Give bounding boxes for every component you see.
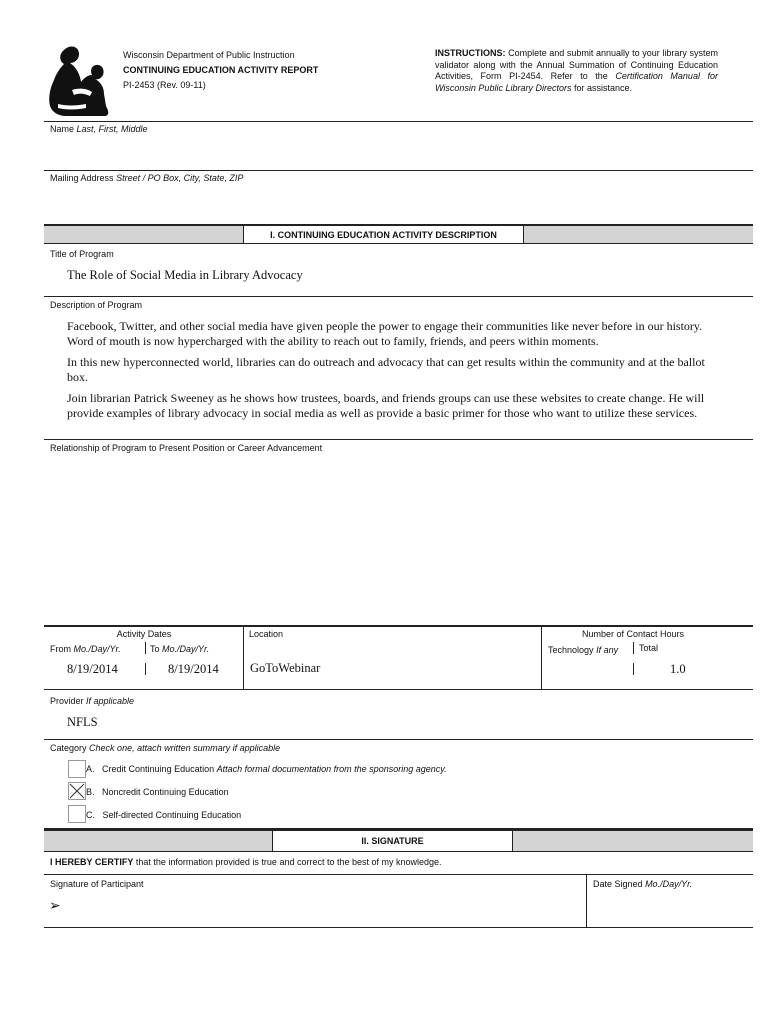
- contact-hours-label: Number of Contact Hours: [581, 629, 685, 639]
- category-a-option: A. Credit Continuing Education Attach formal documentation from the sponsoring agency.: [86, 764, 447, 774]
- category-label: Category Check one, attach written summary if applicable: [50, 743, 281, 753]
- instructions-text-end: for assistance.: [571, 82, 632, 93]
- category-c-option: C. Self-directed Continuing Education: [86, 810, 242, 820]
- location-value[interactable]: GoToWebinar: [250, 661, 321, 675]
- description-label: Description of Program: [50, 300, 143, 310]
- total-hours-value[interactable]: 1.0: [670, 662, 686, 676]
- signature-divider: [586, 875, 587, 927]
- to-label: To Mo./Day/Yr.: [150, 644, 210, 654]
- address-input[interactable]: [44, 186, 753, 220]
- form-number: PI-2453 (Rev. 09-11): [123, 80, 206, 90]
- to-date-value[interactable]: 8/19/2014: [168, 662, 219, 676]
- description-paragraph-3: Join librarian Patrick Sweeney as he shows how trustees, boards, and friends groups can use these websites to create change. He will provide examples of library advocacy in social media as well as provide a basic primer for those who want to utilize these services.: [67, 391, 705, 420]
- signature-bottom-rule: [44, 927, 753, 928]
- agency-name: Wisconsin Department of Public Instruction: [123, 50, 295, 60]
- dates-separator-tick: [145, 642, 146, 654]
- name-top-rule: [44, 121, 753, 122]
- program-title-value[interactable]: The Role of Social Media in Library Advocacy: [67, 268, 303, 282]
- address-label: Mailing Address Street / PO Box, City, State, ZIP: [50, 173, 244, 183]
- instructions-manual: Certification Manual for Wisconsin Public Library Directors: [435, 71, 718, 93]
- category-b-checkbox[interactable]: [68, 782, 86, 800]
- category-a-checkbox[interactable]: [68, 760, 86, 778]
- from-label: From Mo./Day/Yr.: [50, 644, 121, 654]
- category-c-checkbox[interactable]: [68, 805, 86, 823]
- activity-top-rule: [44, 625, 753, 627]
- instructions-label: INSTRUCTIONS:: [435, 48, 506, 58]
- section2-title: II. SIGNATURE: [272, 831, 513, 851]
- relationship-input[interactable]: [44, 456, 753, 622]
- dpi-logo: [46, 44, 112, 118]
- signature-top-rule: [44, 874, 753, 875]
- instructions: [435, 48, 718, 94]
- technology-label: Technology If any: [548, 645, 619, 655]
- instructions-text: Complete and submit annually to your library system validator along with the Annual Summation of Continuing Education Activities, Form PI-2454. Refer to the: [435, 48, 718, 81]
- description-value[interactable]: [67, 319, 719, 420]
- activity-dates-label: Activity Dates: [116, 629, 172, 639]
- form-title: CONTINUING EDUCATION ACTIVITY REPORT: [123, 65, 319, 75]
- checked-x-icon: [69, 783, 85, 799]
- address-top-rule: [44, 170, 753, 171]
- program-title-label: Title of Program: [50, 249, 114, 259]
- description-top-rule: [44, 296, 753, 297]
- certify-statement: I HEREBY CERTIFY that the information provided is true and correct to the best of my knowledge.: [50, 857, 442, 867]
- provider-value[interactable]: NFLS: [67, 715, 98, 729]
- description-paragraph-1: Facebook, Twitter, and other social media have given people the power to engage their communities like never before in our history. Word of mouth is now hypercharged with the ability to reach out to family, friends, and peers within moments.: [67, 319, 703, 348]
- category-top-rule: [44, 739, 753, 740]
- provider-label: Provider If applicable: [50, 696, 135, 706]
- dates-value-tick: [145, 663, 146, 675]
- section1-title: I. CONTINUING EDUCATION ACTIVITY DESCRIPTION: [243, 226, 524, 243]
- section2-header: [44, 828, 753, 852]
- signature-label: Signature of Participant: [50, 879, 144, 889]
- activity-bottom-rule: [44, 689, 753, 690]
- from-date-value[interactable]: 8/19/2014: [67, 662, 118, 676]
- total-label: Total: [639, 643, 659, 653]
- hours-value-tick: [633, 663, 634, 675]
- hours-separator-tick: [633, 642, 634, 654]
- signature-input[interactable]: [70, 892, 580, 924]
- signature-arrow-icon: ➢: [49, 898, 61, 914]
- name-input[interactable]: [44, 136, 753, 168]
- description-paragraph-2: In this new hyperconnected world, libraries can do outreach and advocacy that can get results within the community and at the ballot box.: [67, 355, 705, 384]
- date-signed-input[interactable]: [590, 892, 750, 924]
- relationship-top-rule: [44, 439, 753, 440]
- section1-header: [44, 224, 753, 244]
- category-b-option: B. Noncredit Continuing Education: [86, 787, 229, 797]
- date-signed-label: Date Signed Mo./Day/Yr.: [593, 879, 693, 889]
- location-label: Location: [249, 629, 284, 639]
- name-label: Name Last, First, Middle: [50, 124, 148, 134]
- relationship-label: Relationship of Program to Present Position or Career Advancement: [50, 443, 323, 453]
